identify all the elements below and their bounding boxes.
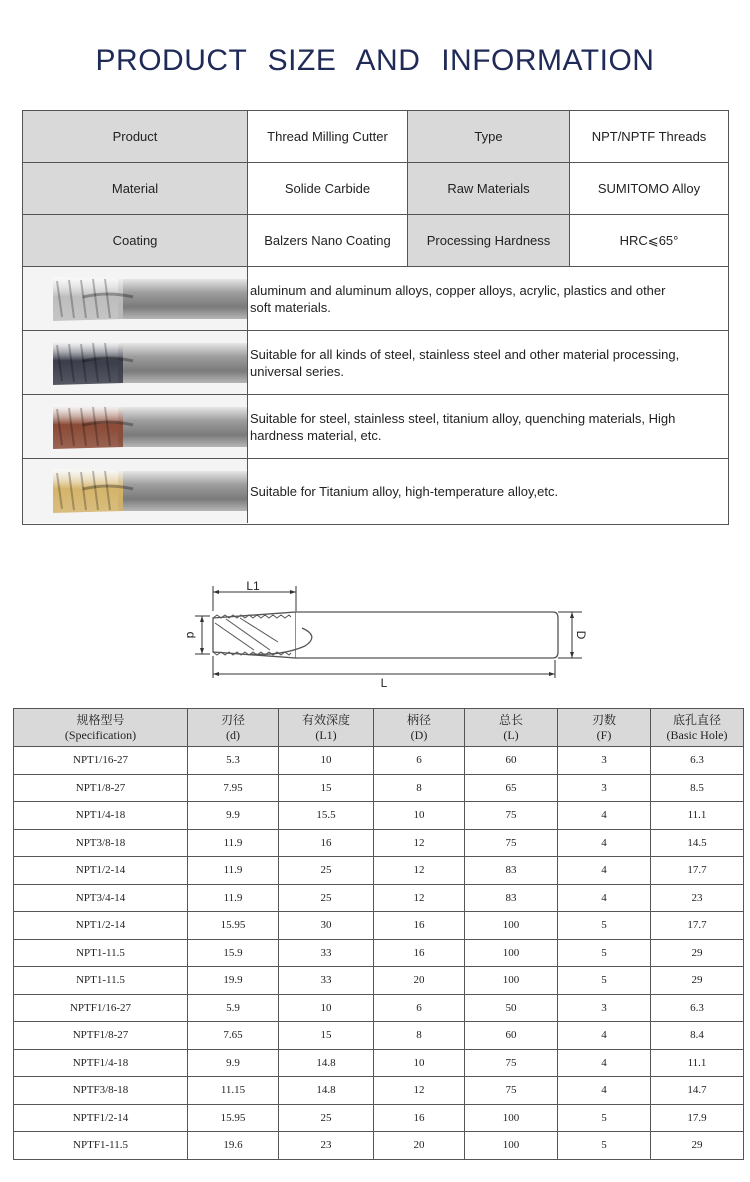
table-cell: 9.9 <box>188 1049 279 1077</box>
table-row <box>14 1077 744 1105</box>
page-title: PRODUCT SIZE AND INFORMATION <box>95 44 655 77</box>
table-cell: NPTF1/8-27 <box>14 1022 188 1050</box>
table-cell: 100 <box>465 1104 558 1132</box>
table-cell: 15.5 <box>279 802 374 830</box>
spec-column-header <box>374 709 465 747</box>
table-cell: 29 <box>651 1132 744 1160</box>
l1-label: L1 <box>246 579 260 593</box>
table-cell: 19.9 <box>188 967 279 995</box>
table-cell: 5 <box>558 912 651 940</box>
table-cell: 20 <box>374 1132 465 1160</box>
table-cell: 75 <box>465 829 558 857</box>
cutter-photo <box>23 395 248 459</box>
table-cell: 6.3 <box>651 747 744 775</box>
table-cell: 16 <box>279 829 374 857</box>
info-value: HRC⩽65° <box>570 215 728 267</box>
info-value: Balzers Nano Coating <box>248 215 408 267</box>
table-cell: 23 <box>279 1132 374 1160</box>
material-description: Suitable for Titanium alloy, high-temperature alloy,etc. <box>250 483 559 499</box>
table-cell: 33 <box>279 939 374 967</box>
table-cell: 12 <box>374 857 465 885</box>
table-row <box>14 939 744 967</box>
table-cell: 25 <box>279 1104 374 1132</box>
table-cell: 17.7 <box>651 857 744 885</box>
header-en: (d) <box>226 727 240 742</box>
table-cell: 8.5 <box>651 774 744 802</box>
table-cell: 8 <box>374 774 465 802</box>
table-cell: 4 <box>558 884 651 912</box>
info-label: Processing Hardness <box>408 215 570 267</box>
header-en: (F) <box>596 727 612 742</box>
table-cell: 25 <box>279 884 374 912</box>
table-cell: 12 <box>374 829 465 857</box>
header-cn: 底孔直径 <box>672 712 721 727</box>
cutter-dimension-drawing <box>170 578 590 693</box>
table-cell: NPT3/8-18 <box>14 829 188 857</box>
table-cell: 10 <box>374 802 465 830</box>
table-cell: 17.9 <box>651 1104 744 1132</box>
table-cell: 4 <box>558 857 651 885</box>
D-label: D <box>574 630 588 640</box>
table-cell: 6 <box>374 747 465 775</box>
table-cell: 15.9 <box>188 939 279 967</box>
header-en: (Specification) <box>64 727 137 742</box>
specification-table <box>13 708 744 1160</box>
table-cell: 75 <box>465 802 558 830</box>
spec-column-header <box>465 709 558 747</box>
table-cell: NPT1/16-27 <box>14 747 188 775</box>
table-row <box>14 1049 744 1077</box>
header-cn: 总长 <box>498 712 523 727</box>
info-label: Product <box>23 111 248 163</box>
table-cell: 100 <box>465 912 558 940</box>
header-cn: 柄径 <box>406 712 431 727</box>
info-value: NPT/NPTF Threads <box>570 111 728 163</box>
table-cell: 60 <box>465 747 558 775</box>
table-cell: 12 <box>374 1077 465 1105</box>
info-value: Thread Milling Cutter <box>248 111 408 163</box>
table-cell: 29 <box>651 967 744 995</box>
table-cell: 75 <box>465 1077 558 1105</box>
table-cell: NPT1-11.5 <box>14 967 188 995</box>
table-cell: 7.95 <box>188 774 279 802</box>
header-en: (L1) <box>315 727 337 742</box>
l-label: L <box>380 676 388 690</box>
cutter-outline <box>213 612 558 658</box>
table-row <box>14 802 744 830</box>
spec-column-header <box>14 709 188 747</box>
table-cell: 3 <box>558 747 651 775</box>
header-cn: 刃数 <box>591 712 616 727</box>
table-cell: 20 <box>374 967 465 995</box>
table-cell: 100 <box>465 939 558 967</box>
table-cell: NPTF1-11.5 <box>14 1132 188 1160</box>
table-cell: 16 <box>374 912 465 940</box>
table-cell: 83 <box>465 857 558 885</box>
info-value: SUMITOMO Alloy <box>570 163 728 215</box>
table-row <box>14 1132 744 1160</box>
material-row <box>23 395 728 459</box>
info-row-product <box>23 111 728 163</box>
table-cell: 10 <box>279 747 374 775</box>
material-row <box>23 331 728 395</box>
spec-column-header <box>558 709 651 747</box>
table-cell: 5.3 <box>188 747 279 775</box>
table-cell: 14.7 <box>651 1077 744 1105</box>
table-cell: 11.9 <box>188 857 279 885</box>
header-cn: 规格型号 <box>76 712 125 727</box>
table-cell: 50 <box>465 994 558 1022</box>
table-cell: 25 <box>279 857 374 885</box>
info-label: Raw Materials <box>408 163 570 215</box>
table-row <box>14 774 744 802</box>
cutter-photo <box>23 459 248 523</box>
table-cell: 30 <box>279 912 374 940</box>
table-cell: 16 <box>374 939 465 967</box>
header-en: (Basic Hole) <box>666 727 728 742</box>
table-row <box>14 1022 744 1050</box>
table-row <box>14 1104 744 1132</box>
table-cell: 5 <box>558 939 651 967</box>
table-cell: 7.65 <box>188 1022 279 1050</box>
table-cell: 15 <box>279 774 374 802</box>
table-cell: 4 <box>558 1077 651 1105</box>
table-cell: 83 <box>465 884 558 912</box>
product-info-table <box>22 110 729 525</box>
d-label: d <box>184 631 198 639</box>
table-cell: 16 <box>374 1104 465 1132</box>
table-cell: 11.15 <box>188 1077 279 1105</box>
info-row-coating <box>23 215 728 267</box>
material-description: Suitable for steel, stainless steel, titanium alloy, quenching materials, High hardness material, etc. <box>248 395 728 459</box>
table-cell: 23 <box>651 884 744 912</box>
table-cell: 29 <box>651 939 744 967</box>
table-cell: 11.9 <box>188 884 279 912</box>
table-cell: 10 <box>374 1049 465 1077</box>
table-cell: 100 <box>465 1132 558 1160</box>
spec-header-row <box>14 709 744 747</box>
table-cell: 11.1 <box>651 802 744 830</box>
table-cell: 60 <box>465 1022 558 1050</box>
table-cell: NPT1-11.5 <box>14 939 188 967</box>
table-cell: 6.3 <box>651 994 744 1022</box>
table-row <box>14 884 744 912</box>
table-cell: NPTF1/2-14 <box>14 1104 188 1132</box>
header-en: (L) <box>503 727 519 742</box>
table-cell: 15.95 <box>188 1104 279 1132</box>
table-cell: 65 <box>465 774 558 802</box>
material-description: Suitable for all kinds of steel, stainless steel and other material processing, universal series. <box>248 331 728 395</box>
header-cn: 有效深度 <box>301 712 350 727</box>
info-value: Solide Carbide <box>248 163 408 215</box>
table-cell: 4 <box>558 1022 651 1050</box>
table-row <box>14 747 744 775</box>
table-cell: 4 <box>558 829 651 857</box>
spec-column-header <box>279 709 374 747</box>
table-cell: NPT1/4-18 <box>14 802 188 830</box>
info-label: Type <box>408 111 570 163</box>
info-row-material <box>23 163 728 215</box>
table-cell: 33 <box>279 967 374 995</box>
spec-column-header <box>188 709 279 747</box>
table-cell: 3 <box>558 774 651 802</box>
info-label: Coating <box>23 215 248 267</box>
table-cell: 10 <box>279 994 374 1022</box>
header-en: (D) <box>410 727 428 742</box>
table-cell: 5 <box>558 1132 651 1160</box>
table-cell: 14.8 <box>279 1077 374 1105</box>
table-cell: NPTF1/4-18 <box>14 1049 188 1077</box>
table-cell: 9.9 <box>188 802 279 830</box>
table-row <box>14 829 744 857</box>
header-cn: 刃径 <box>220 712 245 727</box>
table-cell: 5 <box>558 1104 651 1132</box>
table-cell: NPT1/2-14 <box>14 857 188 885</box>
material-row <box>23 267 728 331</box>
cutter-photo <box>23 267 248 331</box>
table-cell: 5.9 <box>188 994 279 1022</box>
table-cell: 15 <box>279 1022 374 1050</box>
table-row <box>14 857 744 885</box>
material-description: aluminum and aluminum alloys, copper alloys, acrylic, plastics and other soft materials. <box>248 267 728 331</box>
table-cell: 4 <box>558 802 651 830</box>
material-row <box>23 459 728 523</box>
table-cell: 14.5 <box>651 829 744 857</box>
table-row <box>14 994 744 1022</box>
table-cell: 8.4 <box>651 1022 744 1050</box>
table-cell: NPT1/8-27 <box>14 774 188 802</box>
table-cell: 100 <box>465 967 558 995</box>
table-cell: 11.1 <box>651 1049 744 1077</box>
table-cell: 15.95 <box>188 912 279 940</box>
spec-column-header <box>651 709 744 747</box>
table-cell: 11.9 <box>188 829 279 857</box>
cutter-photo <box>23 331 248 395</box>
table-cell: 14.8 <box>279 1049 374 1077</box>
table-cell: 5 <box>558 967 651 995</box>
table-cell: 17.7 <box>651 912 744 940</box>
table-cell: NPT3/4-14 <box>14 884 188 912</box>
table-cell: NPTF1/16-27 <box>14 994 188 1022</box>
table-row <box>14 967 744 995</box>
table-cell: 3 <box>558 994 651 1022</box>
table-cell: 12 <box>374 884 465 912</box>
info-label: Material <box>23 163 248 215</box>
table-row <box>14 912 744 940</box>
table-cell: NPT1/2-14 <box>14 912 188 940</box>
table-cell: NPTF3/8-18 <box>14 1077 188 1105</box>
table-cell: 8 <box>374 1022 465 1050</box>
table-cell: 4 <box>558 1049 651 1077</box>
table-cell: 75 <box>465 1049 558 1077</box>
table-cell: 6 <box>374 994 465 1022</box>
table-cell: 19.6 <box>188 1132 279 1160</box>
